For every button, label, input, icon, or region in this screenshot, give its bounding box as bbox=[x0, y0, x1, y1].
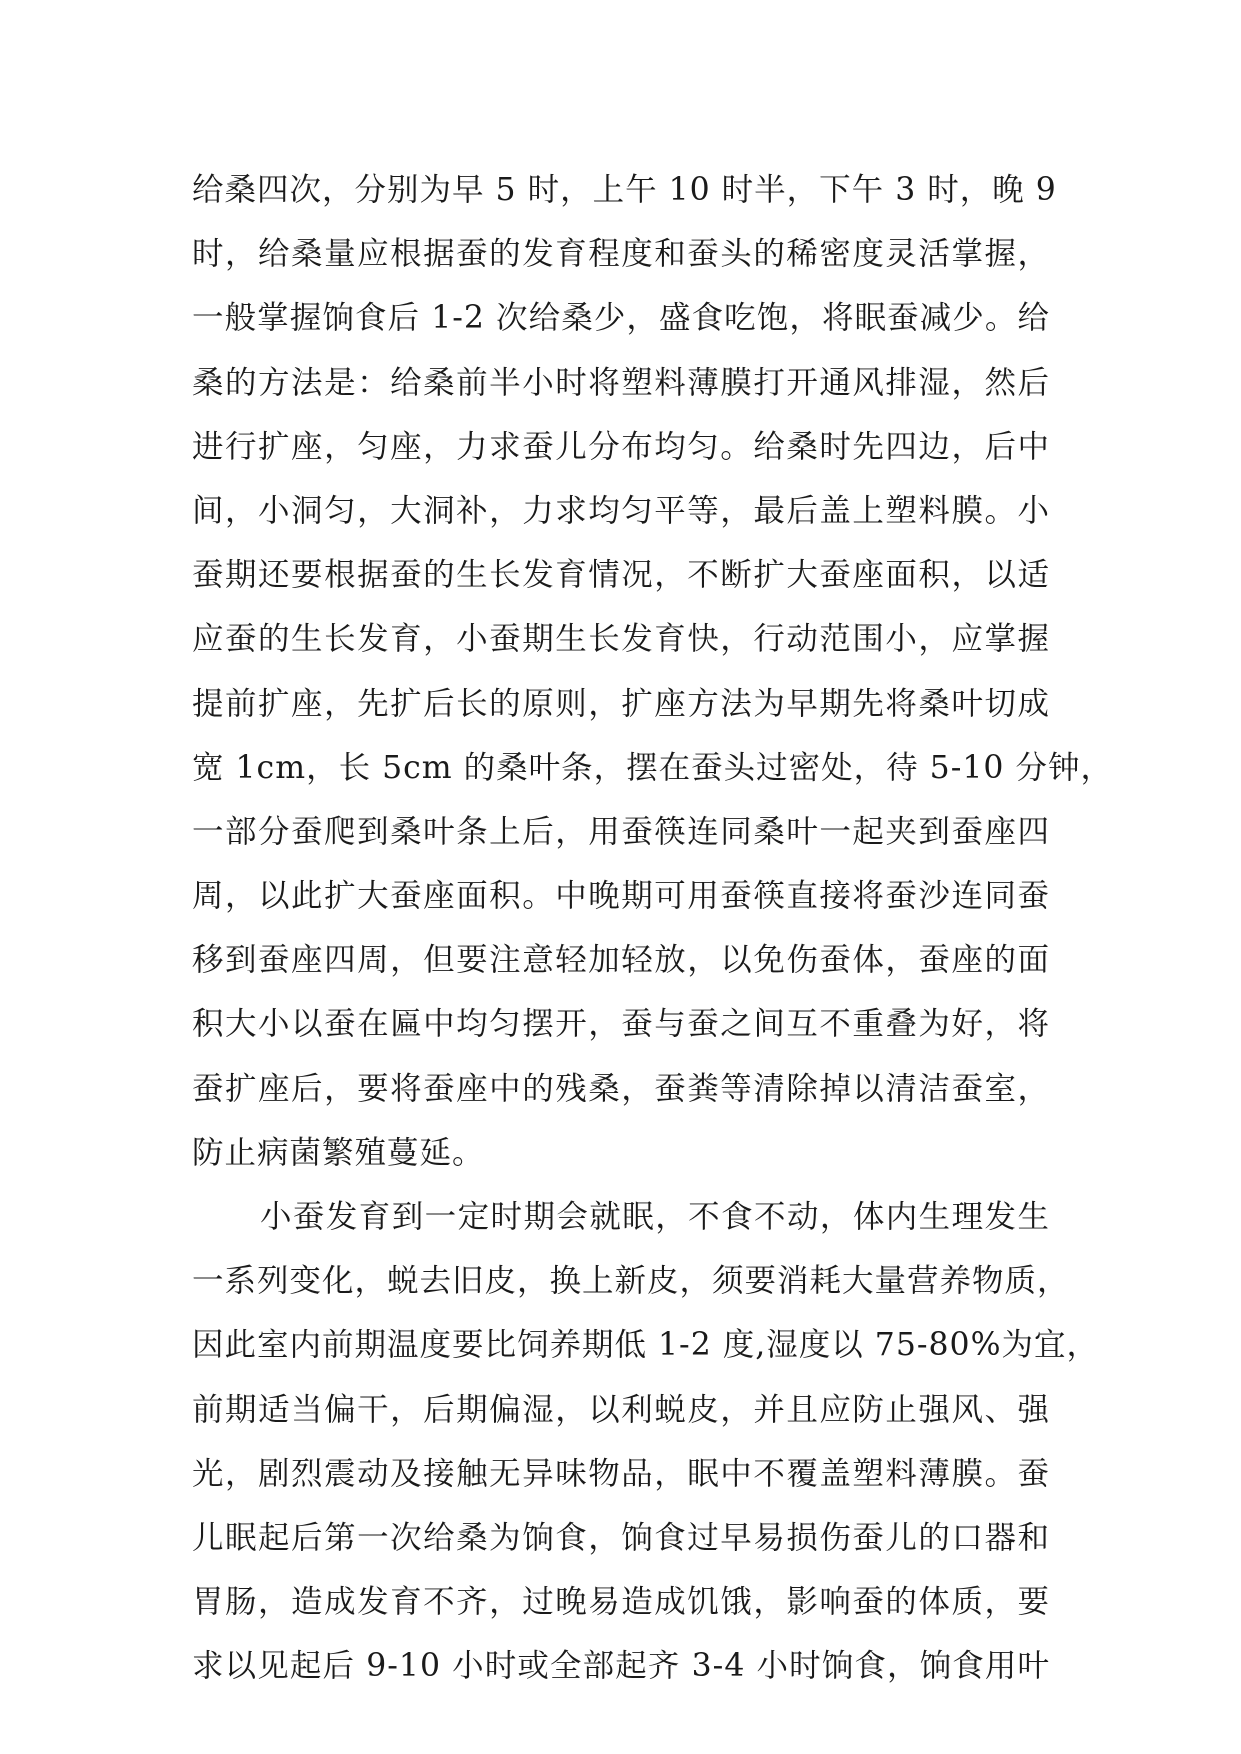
text-line: 求以见起后 9-10 小时或全部起齐 3-4 小时饷食，饷食用叶 bbox=[192, 1648, 1050, 1685]
text-line: 进行扩座，匀座，力求蚕儿分布均匀。给桑时先四边，后中 bbox=[192, 428, 1050, 465]
text-line: 积大小以蚕在匾中均匀摆开，蚕与蚕之间互不重叠为好，将 bbox=[192, 1006, 1050, 1043]
text-line: 胃肠，造成发育不齐，过晚易造成饥饿，影响蚕的体质，要 bbox=[192, 1584, 1050, 1621]
paragraph-2 bbox=[192, 1185, 1100, 1699]
text-line: 前期适当偏干，后期偏湿，以利蜕皮，并且应防止强风、强 bbox=[192, 1391, 1050, 1428]
text-line: 周，以此扩大蚕座面积。中晚期可用蚕筷直接将蚕沙连同蚕 bbox=[192, 878, 1050, 915]
text-line: 小蚕发育到一定时期会就眠，不食不动，体内生理发生 bbox=[260, 1199, 1050, 1235]
text-line: 时，给桑量应根据蚕的发育程度和蚕头的稀密度灵活掌握， bbox=[192, 236, 1050, 273]
paragraph-1 bbox=[192, 158, 1113, 1185]
text-line: 应蚕的生长发育，小蚕期生长发育快，行动范围小，应掌握 bbox=[192, 621, 1050, 658]
text-line: 间，小洞匀，大洞补，力求均匀平等，最后盖上塑料膜。小 bbox=[192, 492, 1050, 529]
text-line: 儿眠起后第一次给桑为饷食，饷食过早易损伤蚕儿的口器和 bbox=[192, 1519, 1050, 1556]
text-line: 蚕扩座后，要将蚕座中的残桑，蚕粪等清除掉以清洁蚕室， bbox=[192, 1070, 1050, 1107]
text-line: 提前扩座，先扩后长的原则，扩座方法为早期先将桑叶切成 bbox=[192, 685, 1050, 722]
text-line: 给桑四次，分别为早 5 时，上午 10 时半，下午 3 时，晚 9 bbox=[192, 172, 1057, 208]
text-line: 一部分蚕爬到桑叶条上后，用蚕筷连同桑叶一起夹到蚕座四 bbox=[192, 813, 1050, 850]
text-line: 宽 1cm，长 5cm 的桑叶条，摆在蚕头过密处，待 5-10 分钟， bbox=[192, 749, 1113, 786]
text-line: 蚕期还要根据蚕的生长发育情况，不断扩大蚕座面积，以适 bbox=[192, 557, 1050, 594]
text-line: 一般掌握饷食后 1-2 次给桑少，盛食吃饱，将眠蚕减少。给 bbox=[192, 300, 1050, 337]
text-line: 光，剧烈震动及接触无异味物品，眠中不覆盖塑料薄膜。蚕 bbox=[192, 1455, 1050, 1492]
text-line: 移到蚕座四周，但要注意轻加轻放，以免伤蚕体，蚕座的面 bbox=[192, 942, 1050, 979]
text-line: 一系列变化，蜕去旧皮，换上新皮，须要消耗大量营养物质， bbox=[192, 1263, 1070, 1300]
text-line: 桑的方法是：给桑前半小时将塑料薄膜打开通风排湿，然后 bbox=[192, 364, 1050, 401]
text-line: 防止病菌繁殖蔓延。 bbox=[192, 1134, 485, 1171]
body-text bbox=[192, 158, 1113, 1699]
text-line: 因此室内前期温度要比饲养期低 1-2 度,湿度以 75-80%为宜， bbox=[192, 1327, 1100, 1364]
